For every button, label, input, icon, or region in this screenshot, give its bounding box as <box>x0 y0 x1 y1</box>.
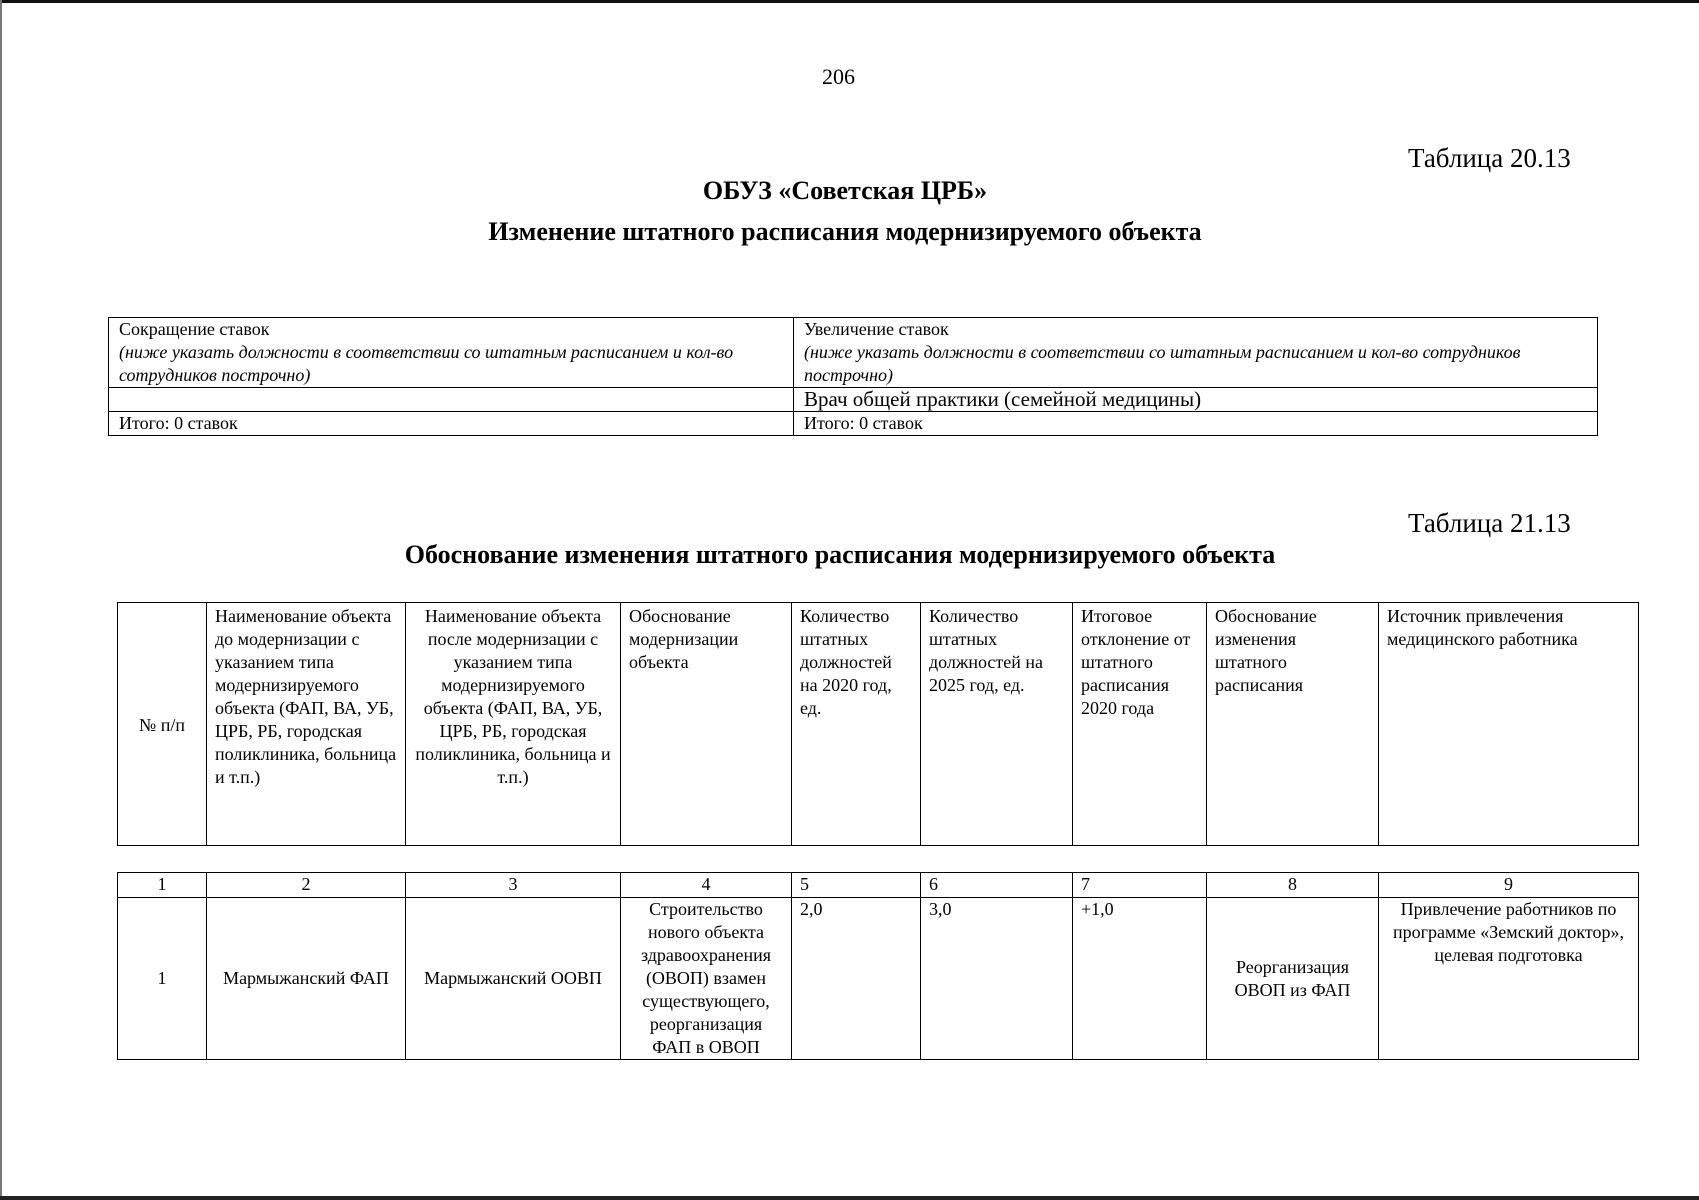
page-number: 206 <box>822 64 855 89</box>
staff-source: Привлечение работников по программе «Земский доктор», целевая подготовка <box>1379 898 1639 1060</box>
column-number: 2 <box>207 873 406 898</box>
staff-table-total-row <box>109 412 1598 436</box>
header-change-reason: Обоснование изменения штатного расписания <box>1207 603 1379 846</box>
staff-2025: 3,0 <box>921 898 1073 1060</box>
reduction-position-cell <box>109 388 794 412</box>
staff-table-header-row <box>109 318 1598 388</box>
staff-table-position-row <box>109 388 1598 412</box>
header-staff-source: Источник привлечения медицинского работника <box>1379 603 1639 846</box>
staff-changes-table <box>108 317 1598 436</box>
increase-note: (ниже указать должности в соответствии со штатным расписанием и кол-во сотрудников построчно) <box>804 342 1521 385</box>
reduction-total-cell: Итого: 0 ставок <box>109 412 794 436</box>
reduction-header: Сокращение ставок <box>119 319 270 339</box>
modernization-reason: Строительство нового объекта здравоохранения (ОВОП) взамен существующего, реорганизация ФАП в ОВОП <box>621 898 792 1060</box>
change-reason: Реорганизация ОВОП из ФАП <box>1207 898 1379 1060</box>
header-deviation: Итоговое отклонение от штатного расписания 2020 года <box>1073 603 1207 846</box>
header-number: № п/п <box>118 603 207 846</box>
deviation: +1,0 <box>1073 898 1207 1060</box>
justification-data-table <box>117 872 1639 1060</box>
table-21-13-title: Обоснование изменения штатного расписания модернизируемого объекта <box>404 540 1276 569</box>
column-number: 6 <box>921 873 1073 898</box>
justification-header-table <box>117 602 1639 846</box>
increase-position-cell: Врач общей практики (семейной медицины) <box>794 388 1598 412</box>
reduction-note: (ниже указать должности в соответствии со штатным расписанием и кол-во сотрудников построчно) <box>119 342 734 385</box>
header-modernization-reason: Обоснование модернизации объекта <box>621 603 792 846</box>
header-staff-2020: Количество штатных должностей на 2020 год, ед. <box>792 603 921 846</box>
increase-header: Увеличение ставок <box>804 319 949 339</box>
object-before: Мармыжанский ФАП <box>207 898 406 1060</box>
organization-title: ОБУЗ «Советская ЦРБ» <box>702 176 988 205</box>
table-row <box>118 898 1639 1060</box>
justification-header-row <box>118 603 1639 846</box>
column-number: 4 <box>621 873 792 898</box>
scan-bottom-edge <box>0 1196 1699 1200</box>
column-number: 1 <box>118 873 207 898</box>
column-number: 3 <box>406 873 621 898</box>
reduction-header-cell <box>109 318 794 388</box>
increase-total-cell: Итого: 0 ставок <box>794 412 1598 436</box>
column-number: 7 <box>1073 873 1207 898</box>
staff-2020: 2,0 <box>792 898 921 1060</box>
column-number: 8 <box>1207 873 1379 898</box>
object-after: Мармыжанский ООВП <box>406 898 621 1060</box>
table-20-13-title: Изменение штатного расписания модернизируемого объекта <box>488 217 1202 246</box>
increase-header-cell <box>794 318 1598 388</box>
column-number: 9 <box>1379 873 1639 898</box>
column-number-row <box>118 873 1639 898</box>
table-20-13-label: Таблица 20.13 <box>1408 143 1571 173</box>
table-21-13-label: Таблица 21.13 <box>1408 508 1571 538</box>
header-staff-2025: Количество штатных должностей на 2025 год, ед. <box>921 603 1073 846</box>
scan-top-edge <box>0 0 1699 3</box>
row-number: 1 <box>118 898 207 1060</box>
column-number: 5 <box>792 873 921 898</box>
header-object-after: Наименование объекта после модернизации с указанием типа модернизируемого объекта (ФАП, ВА, УБ, ЦРБ, РБ, городская поликлиника, больница и т.п.) <box>406 603 621 846</box>
header-object-before: Наименование объекта до модернизации с указанием типа модернизируемого объекта (ФАП, ВА, УБ, ЦРБ, РБ, городская поликлиника, больница и т.п.) <box>207 603 406 846</box>
